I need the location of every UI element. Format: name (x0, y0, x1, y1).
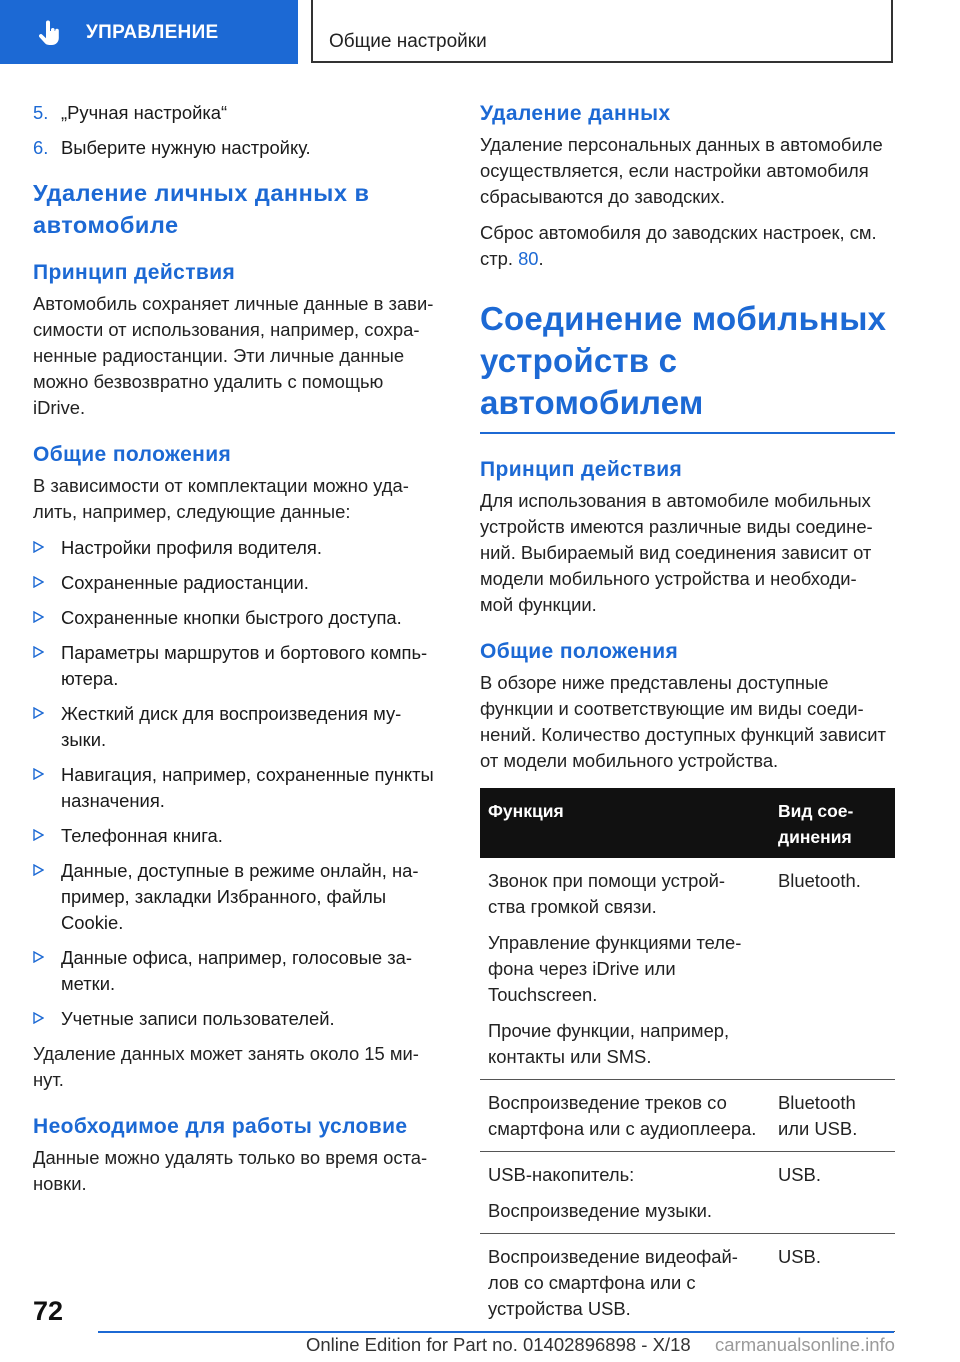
subheading-deletion: Удаление данных (480, 102, 671, 125)
triangle-bullet-icon (33, 823, 61, 849)
list-item: Данные офиса, например, голосовые за- метки. (33, 945, 447, 997)
table-cell-function: Воспроизведение треков со смартфона или с аудиоплеера. (480, 1080, 770, 1152)
step-number: 5. (33, 102, 49, 123)
subheading-principle: Принцип действия (33, 261, 236, 284)
step-number: 6. (33, 137, 49, 158)
table-cell-connection: USB. (770, 1234, 895, 1332)
section-label: УПРАВЛЕНИЕ (86, 22, 219, 43)
table-cell-connection: Bluetooth. (770, 858, 895, 1080)
subheading-principle-2: Принцип действия (480, 458, 683, 481)
table-row (480, 1080, 895, 1152)
general-paragraph-2: В обзоре ниже представлены доступные функции и соответствующие им виды соеди- нений. Количество доступных функций зависит от модели мобильного устройства. (480, 672, 886, 771)
principle-paragraph-2: Для использования в автомобиле мобильных устройств имеются различные виды соедине- ний. Выбираемый вид соединения зависит от модели мобильного устройства и необходи- мой функции. (480, 490, 873, 615)
chapter-header (311, 0, 893, 63)
table-cell-connection: Bluetooth или USB. (770, 1080, 895, 1152)
triangle-bullet-icon (33, 1006, 61, 1032)
list-item: Учетные записи пользователей. (33, 1006, 447, 1032)
step-text: „Ручная настройка“ (61, 102, 228, 123)
table-row (480, 1152, 895, 1234)
deletion-paragraph: Удаление персональных данных в автомобиле осуществляется, если настройки автомобиля сбрасываются до заводских. (480, 134, 883, 207)
list-item: Сохраненные кнопки быстрого доступа. (33, 605, 447, 631)
left-column (33, 100, 447, 1197)
list-item: Навигация, например, сохраненные пункты назначения. (33, 762, 447, 814)
list-item: Параметры маршрутов и бортового компь- ютера. (33, 640, 447, 692)
right-column (480, 100, 895, 1332)
hand-pointer-icon (38, 20, 62, 46)
table-row (480, 1234, 895, 1332)
list-item: Телефонная книга. (33, 823, 447, 849)
watermark: carmanualsonline.info (715, 1334, 895, 1355)
step-item (33, 135, 447, 161)
list-item: Данные, доступные в режиме онлайн, на- пример, закладки Избранного, файлы Cookie. (33, 858, 447, 936)
triangle-bullet-icon (33, 701, 61, 753)
subheading-general: Общие положения (33, 443, 232, 466)
principle-paragraph: Автомобиль сохраняет личные данные в зави- симости от использования, например, сохра- ненные радиостанции. Эти личные данные можно безвозвратно удалить с помощью iDrive. (33, 293, 434, 418)
heading-rule (480, 432, 895, 434)
triangle-bullet-icon (33, 762, 61, 814)
step-text: Выберите нужную настройку. (61, 137, 311, 158)
subheading-condition: Необходимое для работы условие (33, 1115, 408, 1138)
table-row (480, 858, 895, 1080)
subheading-general-2: Общие положения (480, 640, 679, 663)
table-header-connection: Вид сое- динения (770, 788, 895, 858)
general-paragraph: В зависимости от комплектации можно уда- лить, например, следующие данные: (33, 475, 409, 522)
table-header-function: Функция (480, 788, 770, 858)
triangle-bullet-icon (33, 605, 61, 631)
reset-paragraph: Сброс автомобиля до заводских настроек, см. стр. 80. (480, 222, 877, 269)
triangle-bullet-icon (33, 570, 61, 596)
table-cell-function: USB-накопитель: Воспроизведение музыки. (480, 1152, 770, 1234)
page-link[interactable]: 80 (518, 248, 539, 269)
triangle-bullet-icon (33, 858, 61, 936)
table-cell-function: Воспроизведение видеофай- лов со смартфона или с устройства USB. (480, 1234, 770, 1332)
chapter-title: Общие настройки (329, 31, 487, 52)
footer-rule (98, 1331, 894, 1333)
table-cell-function: Звонок при помощи устрой- ства громкой связи. Управление функциями теле- фона через iDrive или Touchscreen. Прочие функции, например, контакты или SMS. (480, 858, 770, 1080)
duration-note: Удаление данных может занять около 15 ми- нут. (33, 1043, 419, 1090)
edition-note: Online Edition for Part no. 01402896898 - X/18 (306, 1334, 691, 1355)
table-header-row (480, 788, 895, 858)
list-item: Настройки профиля водителя. (33, 535, 447, 561)
section-heading: Удаление личных данных в автомобиле (33, 180, 370, 238)
page-number: 72 (33, 1296, 64, 1326)
triangle-bullet-icon (33, 640, 61, 692)
list-item: Жесткий диск для воспроизведения му- зыки. (33, 701, 447, 753)
step-item (33, 100, 447, 126)
triangle-bullet-icon (33, 945, 61, 997)
table-cell-connection: USB. (770, 1152, 895, 1234)
section-tab[interactable] (0, 0, 298, 64)
condition-paragraph: Данные можно удалять только во время оста- новки. (33, 1147, 428, 1194)
list-item: Сохраненные радиостанции. (33, 570, 447, 596)
chapter-heading: Соединение мобильных устройств с автомобилем (480, 300, 887, 421)
triangle-bullet-icon (33, 535, 61, 561)
connection-table (480, 788, 895, 1332)
